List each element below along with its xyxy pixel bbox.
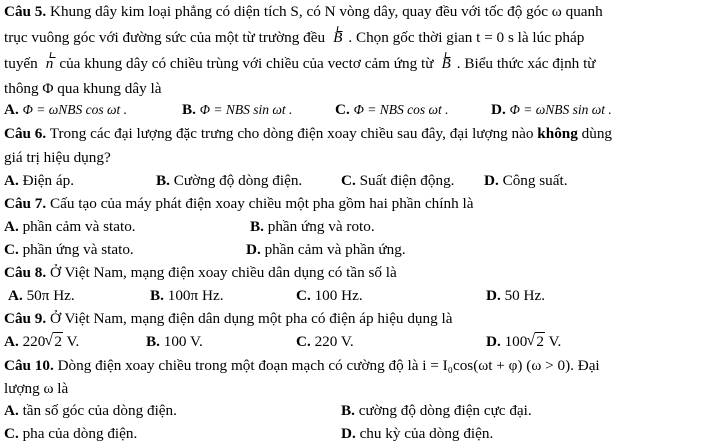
q10-option-a[interactable]: A. tần số góc của dòng điện. <box>4 402 177 419</box>
q6-text-1: Trong các đại lượng đặc trưng cho dòng điện xoay chiều sau đây, đại lượng nào <box>49 125 534 142</box>
q6-text-2: dùng <box>581 125 612 142</box>
q7-number: Câu 7. <box>4 195 47 212</box>
q9-line-1 <box>4 311 452 326</box>
q8-option-b[interactable]: B. 100π Hz. <box>150 287 224 304</box>
q10-options-row-1 <box>4 403 704 421</box>
q5-text-4: tuyến <box>4 55 38 72</box>
q8-number: Câu 8. <box>4 264 47 281</box>
q6-line-2 <box>4 150 111 165</box>
q10-option-b[interactable]: B. cường độ dòng điện cực đại. <box>341 402 532 419</box>
vector-b-symbol: B <box>441 55 451 72</box>
q5-text-6: . Biểu thức xác định từ <box>456 55 596 72</box>
q5-text-2: trục vuông góc với đường sức của một từ trường đều <box>4 29 326 46</box>
q7-options-row-1 <box>4 219 704 237</box>
q10-line-2 <box>4 381 68 396</box>
q7-line-1 <box>4 196 473 211</box>
q5-line-4 <box>4 81 161 96</box>
q6-option-d[interactable]: D. Công suất. <box>484 172 568 189</box>
q9-number: Câu 9. <box>4 310 47 327</box>
q7-option-d[interactable]: D. phần cảm và phần ứng. <box>246 241 406 258</box>
q10-option-d[interactable]: D. chu kỳ của dòng điện. <box>341 425 494 442</box>
vector-n-symbol: n <box>45 55 54 72</box>
q6-text-3: giá trị hiệu dụng? <box>4 149 111 166</box>
sqrt-symbol: √ 2 <box>527 334 545 349</box>
q5-option-b[interactable]: B. Φ = NBS sin ωt . <box>182 101 293 118</box>
q8-option-a[interactable]: A. 50π Hz. <box>8 287 75 304</box>
q7-option-a[interactable]: A. phần cảm và stato. <box>4 218 136 235</box>
q9-options <box>4 334 704 354</box>
q5-options <box>4 102 704 120</box>
q7-option-b[interactable]: B. phần ứng và roto. <box>250 218 375 235</box>
q6-emphasis: không <box>537 125 578 142</box>
q5-text-7: thông Φ qua khung dây là <box>4 80 162 97</box>
q7-options-row-2 <box>4 242 704 260</box>
q8-line-1 <box>4 265 397 280</box>
q5-line-1 <box>4 4 603 19</box>
q8-option-c[interactable]: C. 100 Hz. <box>296 287 363 304</box>
q9-option-c[interactable]: C. 220 V. <box>296 333 354 350</box>
q5-text-5: của khung dây có chiều trùng với chiều của vectơ cảm ứng từ <box>59 55 434 72</box>
q5-line-3 <box>4 56 596 71</box>
q8-option-d[interactable]: D. 50 Hz. <box>486 287 546 304</box>
q5-option-d[interactable]: D. Φ = ωNBS sin ωt . <box>491 101 612 118</box>
q9-option-a[interactable]: A. 220 √ 2 V. <box>4 334 79 349</box>
vector-b-symbol: B <box>333 29 343 46</box>
q9-option-b[interactable]: B. 100 V. <box>146 333 203 350</box>
q6-options <box>4 173 704 191</box>
q7-text: Cấu tạo của máy phát điện xoay chiều một pha gồm hai phần chính là <box>50 195 474 212</box>
q5-line-2 <box>4 30 584 45</box>
sqrt-symbol: √ 2 <box>45 334 63 349</box>
q6-number: Câu 6. <box>4 125 47 142</box>
q9-text: Ở Việt Nam, mạng điện dân dụng một pha có điện áp hiệu dụng là <box>50 310 453 327</box>
q6-option-a[interactable]: A. Điện áp. <box>4 172 75 189</box>
q7-option-c[interactable]: C. phần ứng và stato. <box>4 241 134 258</box>
q6-option-b[interactable]: B. Cường độ dòng điện. <box>156 172 303 189</box>
q10-text-2: lượng ω là <box>4 380 69 397</box>
q8-text: Ở Việt Nam, mạng điện xoay chiều dân dụng có tần số là <box>50 264 397 281</box>
q6-line-1 <box>4 126 612 141</box>
q9-option-d[interactable]: D. 100 √ 2 V. <box>486 334 561 349</box>
q10-number: Câu 10. <box>4 357 54 374</box>
q10-option-c[interactable]: C. pha của dòng điện. <box>4 425 138 442</box>
q5-number: Câu 5. <box>4 3 47 20</box>
q10-text-1: Dòng điện xoay chiều trong một đoạn mạch có cường độ là i = I₀cos(ωt + φ) (ω > 0). Đại <box>57 357 600 374</box>
q6-option-c[interactable]: C. Suất điện động. <box>341 172 455 189</box>
q10-options-row-2 <box>4 426 704 444</box>
q8-options <box>4 288 704 306</box>
q5-text-3: . Chọn gốc thời gian t = 0 s là lúc pháp <box>348 29 585 46</box>
q10-line-1 <box>4 358 600 373</box>
q5-option-a[interactable]: A. Φ = ωNBS cos ωt . <box>4 101 128 118</box>
q5-text-1: Khung dây kim loại phẳng có diện tích S, có N vòng dây, quay đều với tốc độ góc ω quanh <box>50 3 603 20</box>
q5-option-c[interactable]: C. Φ = NBS cos ωt . <box>335 101 449 118</box>
